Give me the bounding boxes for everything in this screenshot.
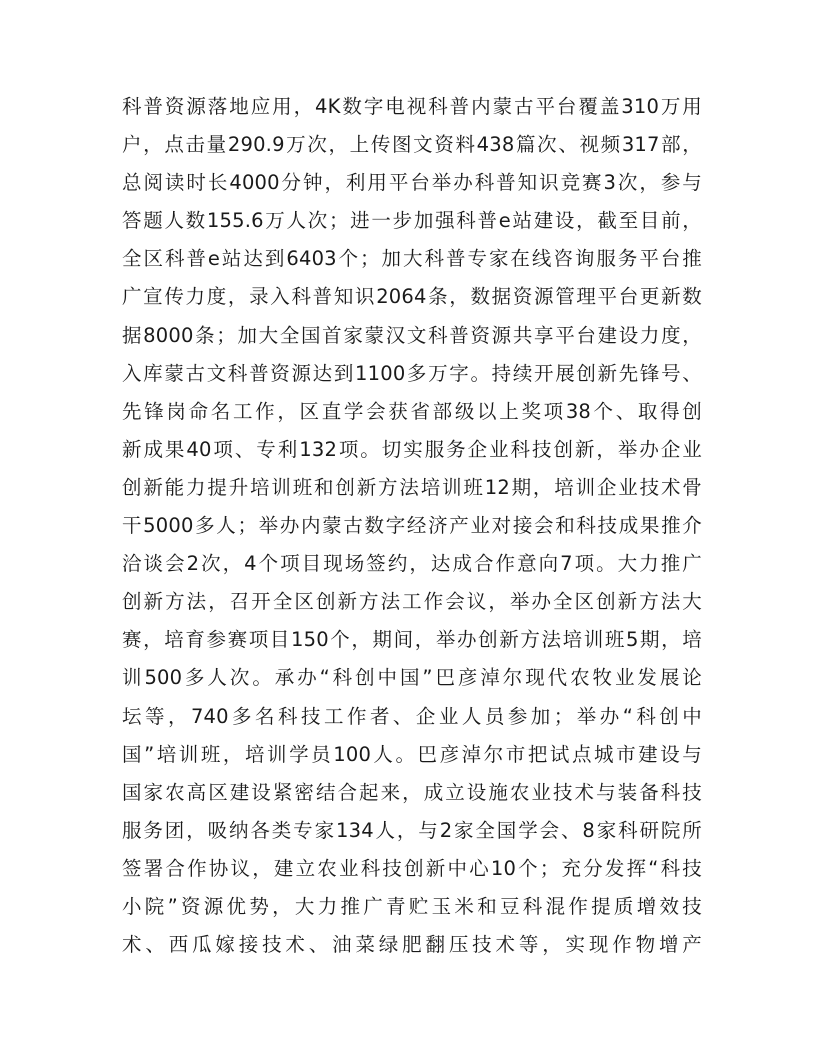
text-line: 国”培训班，培训学员100人。巴彦淖尔市把试点城市建设与 — [122, 742, 702, 766]
text-line: 全区科普e站达到6403个；加大科普专家在线咨询服务平台推 — [122, 247, 702, 271]
text-line: 科普资源落地应用，4K数字电视科普内蒙古平台覆盖310万用 — [122, 95, 702, 118]
text-line: 据8000条；加大全国首家蒙汉文科普资源共享平台建设力度， — [122, 323, 702, 347]
text-line: 答题人数155.6万人次；进一步加强科普e站建设，截至目前， — [122, 209, 702, 233]
text-line: 洽谈会2次，4个项目现场签约，达成合作意向7项。大力推广 — [122, 552, 702, 576]
text-line: 赛，培育参赛项目150个，期间，举办创新方法培训班5期，培 — [122, 628, 702, 652]
text-line: 先锋岗命名工作，区直学会获省部级以上奖项38个、取得创 — [122, 399, 702, 423]
text-line: 干5000多人；举办内蒙古数字经济产业对接会和科技成果推介 — [122, 514, 702, 538]
text-line: 服务团，吸纳各类专家134人，与2家全国学会、8家科研院所 — [122, 818, 702, 842]
text-line: 户，点击量290.9万次，上传图文资料438篇次、视频317部， — [122, 133, 702, 157]
text-line: 签署合作协议，建立农业科技创新中心10个；充分发挥“科技 — [122, 856, 702, 880]
text-line: 坛等，740多名科技工作者、企业人员参加；举办“科创中 — [122, 704, 702, 728]
text-line: 广宣传力度，录入科普知识2064条，数据资源管理平台更新数 — [122, 285, 702, 309]
text-line: 创新方法，召开全区创新方法工作会议，举办全区创新方法大 — [122, 590, 702, 614]
text-line: 创新能力提升培训班和创新方法培训班12期，培训企业技术骨 — [122, 475, 702, 499]
text-line: 国家农高区建设紧密结合起来，成立设施农业技术与装备科技 — [122, 780, 702, 804]
text-line: 训500多人次。承办“科创中国”巴彦淖尔现代农牧业发展论 — [122, 666, 702, 690]
text-line: 入库蒙古文科普资源达到1100多万字。持续开展创新先锋号、 — [122, 361, 702, 385]
text-line: 总阅读时长4000分钟，利用平台举办科普知识竞赛3次，参与 — [122, 171, 702, 195]
text-line: 新成果40项、专利132项。切实服务企业科技创新，举办企业 — [122, 437, 702, 461]
body-text — [122, 88, 702, 964]
text-line: 小院”资源优势，大力推广青贮玉米和豆科混作提质增效技 — [122, 894, 702, 918]
text-line: 术、西瓜嫁接技术、油菜绿肥翻压技术等，实现作物增产 — [122, 933, 702, 957]
